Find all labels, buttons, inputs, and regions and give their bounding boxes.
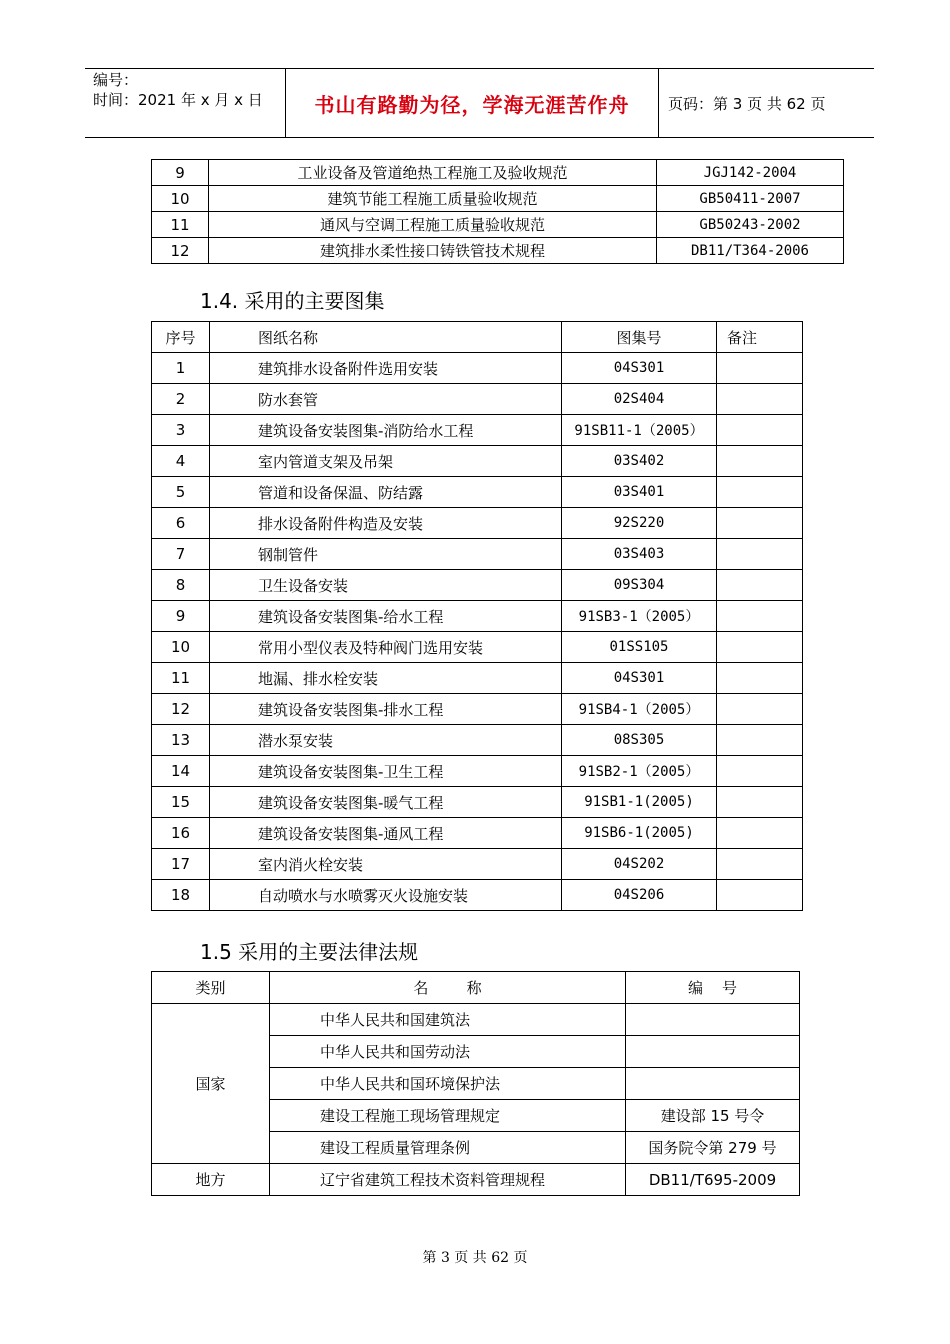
row-name: 建设工程施工现场管理规定 — [270, 1100, 626, 1132]
row-no: 12 — [152, 238, 209, 264]
row-code: 92S220 — [562, 508, 717, 539]
row-no: 7 — [152, 539, 210, 570]
header-no: 序号 — [152, 322, 210, 353]
header-page-label: 页码：第 3 页 共 62 页 — [668, 94, 826, 113]
table-row — [152, 601, 803, 632]
row-note — [717, 570, 803, 601]
row-name: 建筑设备安装图集-给水工程 — [210, 601, 562, 632]
row-code: 04S202 — [562, 849, 717, 880]
row-name: 中华人民共和国环境保护法 — [270, 1068, 626, 1100]
row-code: DB11/T364-2006 — [657, 238, 844, 264]
row-name: 建筑设备安装图集-暖气工程 — [210, 787, 562, 818]
row-name: 卫生设备安装 — [210, 570, 562, 601]
row-name: 通风与空调工程施工质量验收规范 — [209, 212, 657, 238]
table-row — [152, 849, 803, 880]
row-note — [717, 415, 803, 446]
table-row — [152, 539, 803, 570]
row-code: 建设部 15 号令 — [626, 1100, 800, 1132]
table-row — [152, 663, 803, 694]
row-name: 建筑设备安装图集-消防给水工程 — [210, 415, 562, 446]
row-code: 91SB1-1(2005) — [562, 787, 717, 818]
row-no: 2 — [152, 384, 210, 415]
table-row — [152, 238, 844, 264]
row-note — [717, 539, 803, 570]
row-name: 管道和设备保温、防结露 — [210, 477, 562, 508]
table-row — [152, 570, 803, 601]
row-code: GB50243-2002 — [657, 212, 844, 238]
row-name: 钢制管件 — [210, 539, 562, 570]
row-category: 国家 — [152, 1004, 270, 1164]
row-code: 09S304 — [562, 570, 717, 601]
row-name: 建筑设备安装图集-排水工程 — [210, 694, 562, 725]
header-time-label: 时间：2021 年 x 月 x 日 — [93, 91, 263, 109]
row-code: 04S301 — [562, 353, 717, 384]
row-no: 18 — [152, 880, 210, 911]
row-name: 中华人民共和国劳动法 — [270, 1036, 626, 1068]
row-code: 04S301 — [562, 663, 717, 694]
row-name: 室内消火栓安装 — [210, 849, 562, 880]
row-no: 9 — [152, 160, 209, 186]
header-name: 图纸名称 — [210, 322, 562, 353]
header-category: 类别 — [152, 972, 270, 1004]
row-no: 11 — [152, 663, 210, 694]
row-code: 91SB3-1（2005） — [562, 601, 717, 632]
row-no: 13 — [152, 725, 210, 756]
table-row — [152, 415, 803, 446]
header-meta — [93, 69, 285, 137]
row-name: 地漏、排水栓安装 — [210, 663, 562, 694]
atlas-table — [151, 321, 803, 911]
row-name: 防水套管 — [210, 384, 562, 415]
table-row — [152, 353, 803, 384]
row-no: 6 — [152, 508, 210, 539]
row-no: 14 — [152, 756, 210, 787]
table-row — [152, 787, 803, 818]
row-name: 建筑节能工程施工质量验收规范 — [209, 186, 657, 212]
row-note — [717, 384, 803, 415]
row-name: 排水设备附件构造及安装 — [210, 508, 562, 539]
row-name: 建筑排水柔性接口铸铁管技术规程 — [209, 238, 657, 264]
row-code: 国务院令第 279 号 — [626, 1132, 800, 1164]
table-row — [152, 880, 803, 911]
row-code: 03S402 — [562, 446, 717, 477]
row-no: 8 — [152, 570, 210, 601]
row-note — [717, 756, 803, 787]
table-row — [152, 477, 803, 508]
row-code: 04S206 — [562, 880, 717, 911]
row-name: 建筑设备安装图集-卫生工程 — [210, 756, 562, 787]
table-row — [152, 212, 844, 238]
header-name: 名 称 — [270, 972, 626, 1004]
row-code — [626, 1068, 800, 1100]
table-row — [152, 1004, 800, 1036]
row-name: 室内管道支架及吊架 — [210, 446, 562, 477]
row-no: 16 — [152, 818, 210, 849]
row-no: 15 — [152, 787, 210, 818]
row-code: 03S401 — [562, 477, 717, 508]
row-no: 12 — [152, 694, 210, 725]
row-note — [717, 880, 803, 911]
row-no: 10 — [152, 186, 209, 212]
table-row — [152, 756, 803, 787]
row-category: 地方 — [152, 1164, 270, 1196]
row-note — [717, 508, 803, 539]
standards-table — [151, 159, 844, 264]
row-note — [717, 446, 803, 477]
table-row — [152, 160, 844, 186]
row-code: JGJ142-2004 — [657, 160, 844, 186]
table-row — [152, 694, 803, 725]
row-note — [717, 353, 803, 384]
row-name: 建筑排水设备附件选用安装 — [210, 353, 562, 384]
header-code: 图集号 — [562, 322, 717, 353]
row-name: 工业设备及管道绝热工程施工及验收规范 — [209, 160, 657, 186]
row-note — [717, 787, 803, 818]
row-no: 10 — [152, 632, 210, 663]
row-code: 03S403 — [562, 539, 717, 570]
row-code: DB11/T695-2009 — [626, 1164, 800, 1196]
table-row — [152, 1164, 800, 1196]
row-code: 01SS105 — [562, 632, 717, 663]
row-code: 08S305 — [562, 725, 717, 756]
row-code — [626, 1004, 800, 1036]
table-row — [152, 725, 803, 756]
section-title-1-4: 1.4. 采用的主要图集 — [200, 289, 385, 313]
row-note — [717, 818, 803, 849]
row-code: 91SB11-1（2005） — [562, 415, 717, 446]
row-name: 常用小型仪表及特种阀门选用安装 — [210, 632, 562, 663]
header-note: 备注 — [717, 322, 803, 353]
row-no: 3 — [152, 415, 210, 446]
row-code: 91SB4-1（2005） — [562, 694, 717, 725]
row-name: 建设工程质量管理条例 — [270, 1132, 626, 1164]
row-note — [717, 632, 803, 663]
table-row — [152, 186, 844, 212]
row-name: 中华人民共和国建筑法 — [270, 1004, 626, 1036]
table-row — [152, 384, 803, 415]
row-name: 辽宁省建筑工程技术资料管理规程 — [270, 1164, 626, 1196]
row-code — [626, 1036, 800, 1068]
laws-table — [151, 971, 800, 1196]
row-no: 5 — [152, 477, 210, 508]
row-name: 建筑设备安装图集-通风工程 — [210, 818, 562, 849]
header-number-label: 编号： — [93, 71, 139, 89]
section-title-1-5: 1.5 采用的主要法律法规 — [200, 940, 419, 964]
row-no: 1 — [152, 353, 210, 384]
row-no: 9 — [152, 601, 210, 632]
row-note — [717, 694, 803, 725]
header-motto: 书山有路勤为径，学海无涯苦作舟 — [314, 92, 630, 117]
table-row — [152, 818, 803, 849]
row-name: 潜水泵安装 — [210, 725, 562, 756]
page-footer: 第 3 页 共 62 页 — [422, 1250, 528, 1266]
row-note — [717, 601, 803, 632]
row-code: 91SB2-1（2005） — [562, 756, 717, 787]
row-note — [717, 477, 803, 508]
row-name: 自动喷水与水喷雾灭火设施安装 — [210, 880, 562, 911]
table-header-row — [152, 322, 803, 353]
row-no: 11 — [152, 212, 209, 238]
header-divider — [658, 69, 659, 137]
header-code: 编 号 — [626, 972, 800, 1004]
row-code: 02S404 — [562, 384, 717, 415]
table-row — [152, 508, 803, 539]
table-header-row — [152, 972, 800, 1004]
table-row — [152, 446, 803, 477]
table-row — [152, 632, 803, 663]
row-no: 4 — [152, 446, 210, 477]
row-note — [717, 663, 803, 694]
row-no: 17 — [152, 849, 210, 880]
row-code: GB50411-2007 — [657, 186, 844, 212]
row-code: 91SB6-1(2005) — [562, 818, 717, 849]
row-note — [717, 725, 803, 756]
row-note — [717, 849, 803, 880]
page-header — [85, 68, 874, 138]
